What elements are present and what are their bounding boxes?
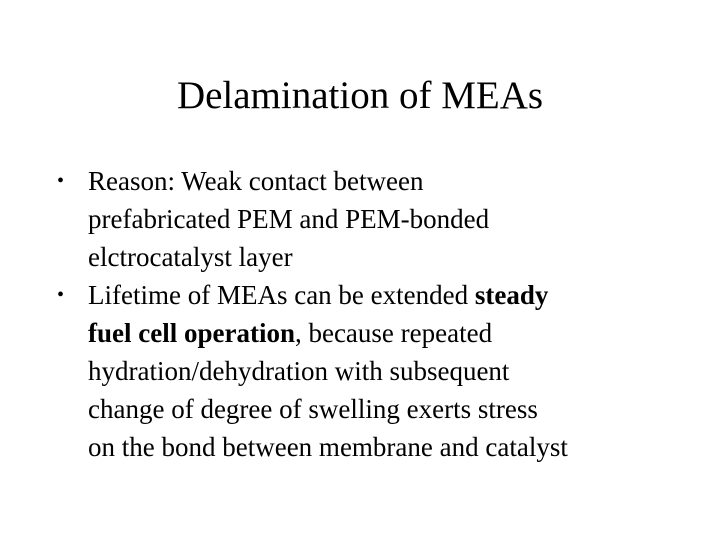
- bullet-text: , because repeated: [294, 318, 493, 348]
- bullet-text-line: [88, 314, 694, 352]
- slide-title: Delamination of MEAs: [176, 74, 544, 117]
- bullet-reason: [54, 162, 694, 276]
- bullet-text-line: prefabricated PEM and PEM-bonded: [88, 204, 490, 234]
- bullet-emphasis: steady: [474, 280, 549, 310]
- bullet-text-line: hydration/dehydration with subsequent: [88, 356, 510, 386]
- bullet-icon: •: [57, 284, 65, 306]
- bullet-text-line: Reason: Weak contact between: [88, 166, 424, 196]
- bullet-emphasis: fuel cell operation: [88, 318, 295, 348]
- bullet-list: [54, 162, 694, 466]
- bullet-lifetime: [54, 276, 694, 466]
- bullet-text-line: change of degree of swelling exerts stress: [88, 394, 538, 424]
- bullet-icon: •: [57, 170, 65, 192]
- bullet-text: Lifetime of MEAs can be extended: [88, 280, 475, 310]
- bullet-text-line: elctrocatalyst layer: [88, 242, 293, 272]
- bullet-text-line: [88, 276, 694, 314]
- bullet-text-line: on the bond between membrane and catalyst: [88, 432, 568, 462]
